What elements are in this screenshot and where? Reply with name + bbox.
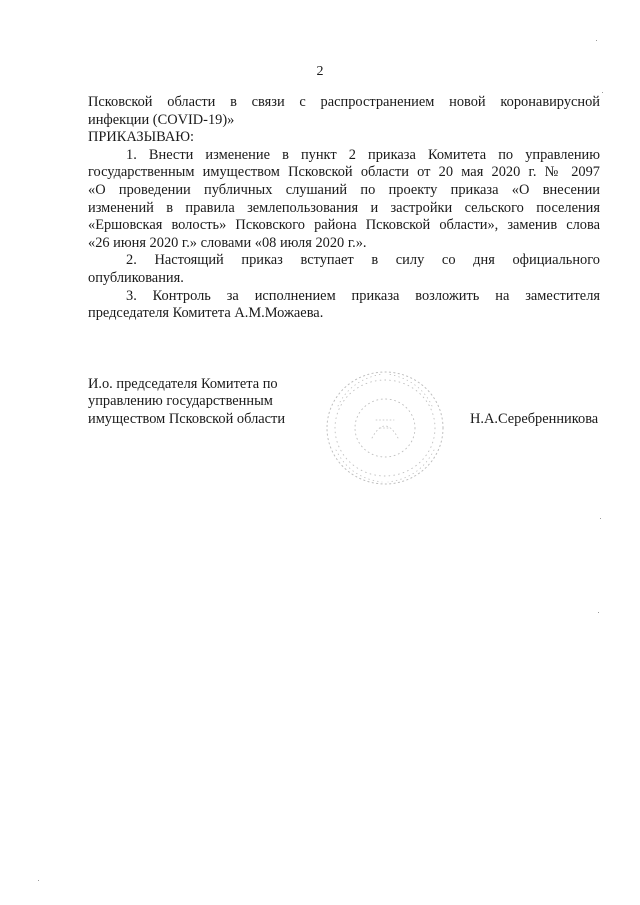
- item1-line-1: 1. Внести изменение в пункт 2 приказа Комитета по управлению: [126, 146, 600, 163]
- intro-line-2: инфекции (COVID-19)»: [88, 111, 235, 128]
- document-body: [88, 94, 600, 323]
- scan-speck: [38, 880, 39, 881]
- official-stamp: [320, 366, 450, 490]
- item1-line-2: государственным имуществом Псковской области от 20 мая 2020 г. № 2097: [88, 164, 600, 181]
- order-word: ПРИКАЗЫВАЮ:: [88, 129, 195, 146]
- signatory-title-line-3: имуществом Псковской области: [88, 410, 286, 427]
- signatory-title-line-1: И.о. председателя Комитета по: [88, 376, 278, 392]
- scan-speck: [600, 518, 601, 519]
- item1-line-6: «26 июня 2020 г.» словами «08 июля 2020 г.».: [88, 234, 367, 251]
- item1-line-4: изменений в правила землепользования и застройки сельского поселения: [88, 199, 600, 216]
- page-number: 2: [316, 64, 324, 79]
- signatory-title-line-2: управлению государственным: [88, 393, 273, 410]
- scan-speck: [602, 92, 603, 93]
- item3-line-1: 3. Контроль за исполнением приказа возложить на заместителя: [126, 287, 600, 304]
- item1-line-3: «О проведении публичных слушаний по проекту приказа «О внесении: [88, 181, 600, 198]
- item2-line-1: 2. Настоящий приказ вступает в силу со дня официального: [126, 252, 600, 269]
- signatory-title: [88, 376, 285, 428]
- scan-speck: [598, 612, 599, 613]
- item2-line-2: опубликования.: [88, 269, 184, 286]
- item3-line-2: председателя Комитета А.М.Можаева.: [88, 305, 324, 322]
- intro-line-1: Псковской области в связи с распространением новой коронавирусной: [88, 94, 600, 110]
- signatory-name: Н.А.Серебренникова: [470, 411, 599, 427]
- scan-speck: [596, 40, 597, 41]
- item1-line-5: «Ершовская волость» Псковского района Псковской области», заменив слова: [88, 217, 600, 234]
